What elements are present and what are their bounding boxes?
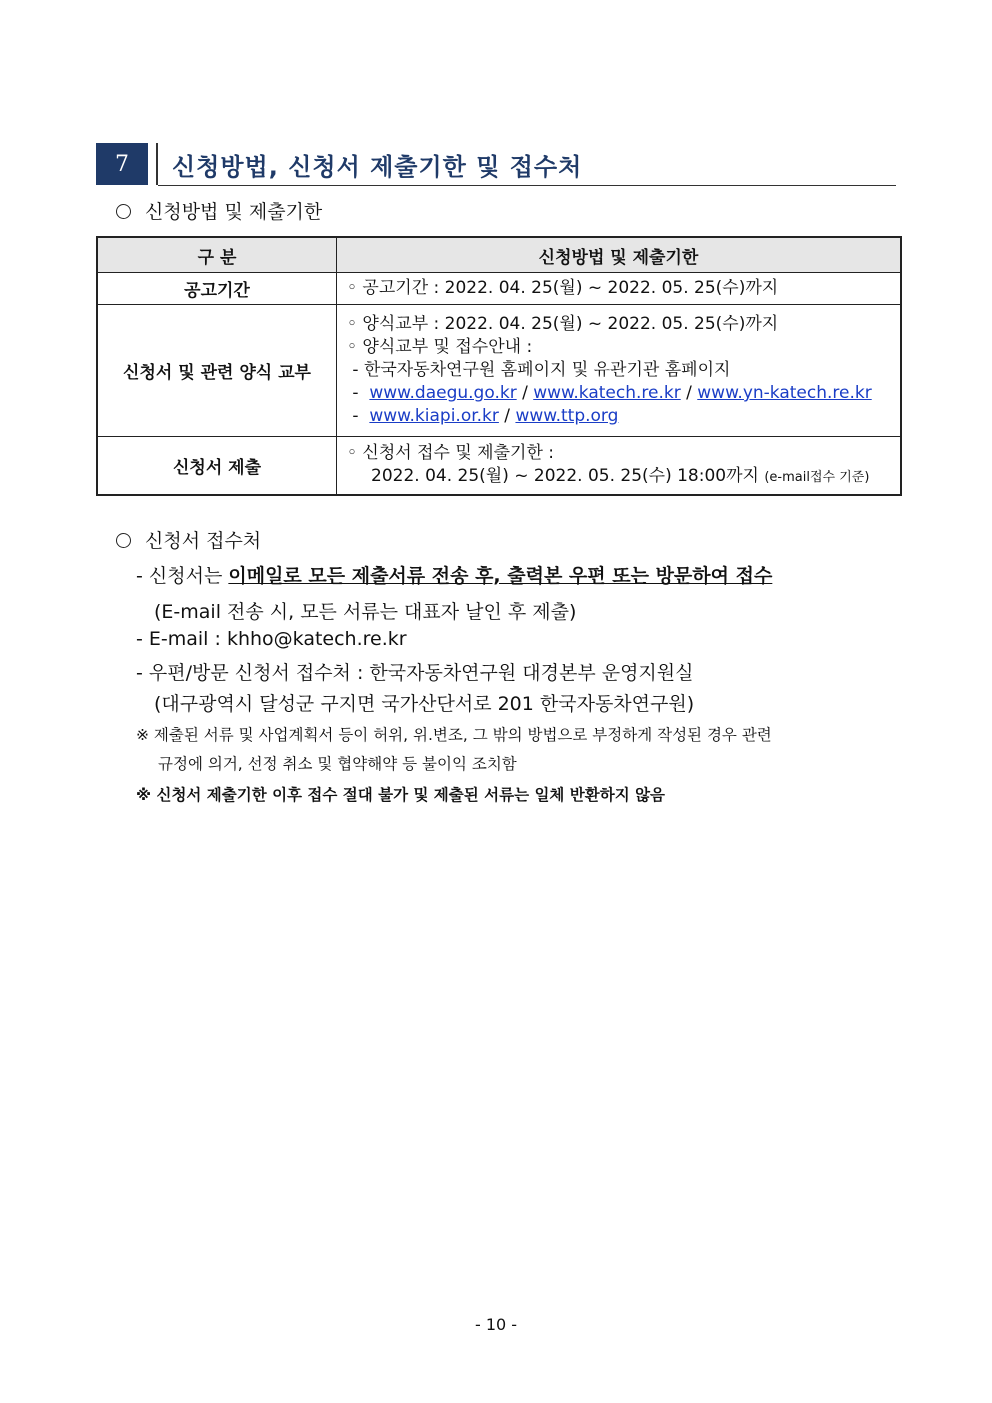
section-divider [156,143,158,185]
form-period: ◦ 양식교부 : 2022. 04. 25(월) ~ 2022. 05. 25(수)까지 [347,314,779,334]
note-no-late-submission: ※ 신청서 제출기한 이후 접수 절대 불가 및 제출된 서류는 일체 반환하지 않음 [136,786,666,804]
form-guide: ◦ 양식교부 및 접수안내 : [347,337,533,357]
note-false-documents: ※ 제출된 서류 및 사업계획서 등이 허위, 위.변조, 그 밖의 방법으로 부정하게 작성된 경우 관련 [136,726,772,744]
item-address-detail: (대구광역시 달성군 구지면 국가산단서로 201 한국자동차연구원) [154,693,695,715]
row-content [337,437,902,495]
section-number: 7 [96,143,148,185]
dash: - [352,406,359,426]
link-daegu[interactable]: www.daegu.go.kr [369,383,517,403]
row-content [337,273,902,305]
header-category: 구 분 [97,237,337,273]
item-emphasis: 이메일로 모든 제출서류 전송 후, 출력본 우편 또는 방문하여 접수 [228,565,773,587]
subheading-method [116,197,322,224]
item-submission-note: (E-mail 전송 시, 모든 서류는 대표자 날인 후 제출) [154,601,577,623]
header-method: 신청방법 및 제출기한 [337,237,902,273]
schedule-table [96,236,902,496]
submission-deadline [347,465,890,489]
subheading-text: 신청서 접수처 [145,530,262,552]
table-row [97,273,901,305]
section-title: 신청방법, 신청서 제출기한 및 접수처 [172,153,583,181]
item-email: - E-mail : khho@katech.re.kr [136,628,407,650]
page-number: - 10 - [474,1315,518,1334]
separator: / [504,406,511,426]
deadline-date: 2022. 04. 25(월) ~ 2022. 05. 25(수) 18:00까지 [371,465,759,486]
submission-deadline-label: ◦ 신청서 접수 및 제출기한 : [347,442,554,463]
link-ttp[interactable]: www.ttp.org [515,406,619,426]
link-yn-katech[interactable]: www.yn-katech.re.kr [697,383,872,403]
row-content [337,305,902,437]
link-kiapi[interactable]: www.kiapi.or.kr [369,406,499,426]
separator: / [522,383,528,403]
announcement-period: ◦ 공고기간 : 2022. 04. 25(월) ~ 2022. 05. 25(수)까지 [347,278,779,298]
item-prefix: - 신청서는 [136,565,223,587]
dash: - [352,383,359,403]
item-post-address: - 우편/방문 신청서 접수처 : 한국자동차연구원 대경본부 운영지원실 [136,662,694,684]
table-row [97,305,901,437]
circle-bullet-icon [116,533,131,548]
links-row [347,382,890,405]
section-underline [158,185,896,186]
links-row [347,405,890,428]
row-label: 신청서 및 관련 양식 교부 [97,305,337,437]
item-submission [136,561,772,588]
circle-bullet-icon [116,204,131,219]
homepage-note: - 한국자동차연구원 홈페이지 및 유관기관 홈페이지 [347,360,731,380]
row-label: 신청서 제출 [97,437,337,495]
row-label: 공고기간 [97,273,337,305]
section-header [96,143,896,187]
separator: / [686,383,692,403]
subheading-text: 신청방법 및 제출기한 [145,201,323,223]
table-header-row [97,237,901,273]
note-false-documents-cont: 규정에 의거, 선정 취소 및 협약해약 등 불이익 조치함 [158,755,517,773]
table-row [97,437,901,495]
link-katech[interactable]: www.katech.re.kr [533,383,681,403]
subheading-reception [116,526,261,553]
deadline-basis: (e-mail접수 기준) [764,469,870,485]
